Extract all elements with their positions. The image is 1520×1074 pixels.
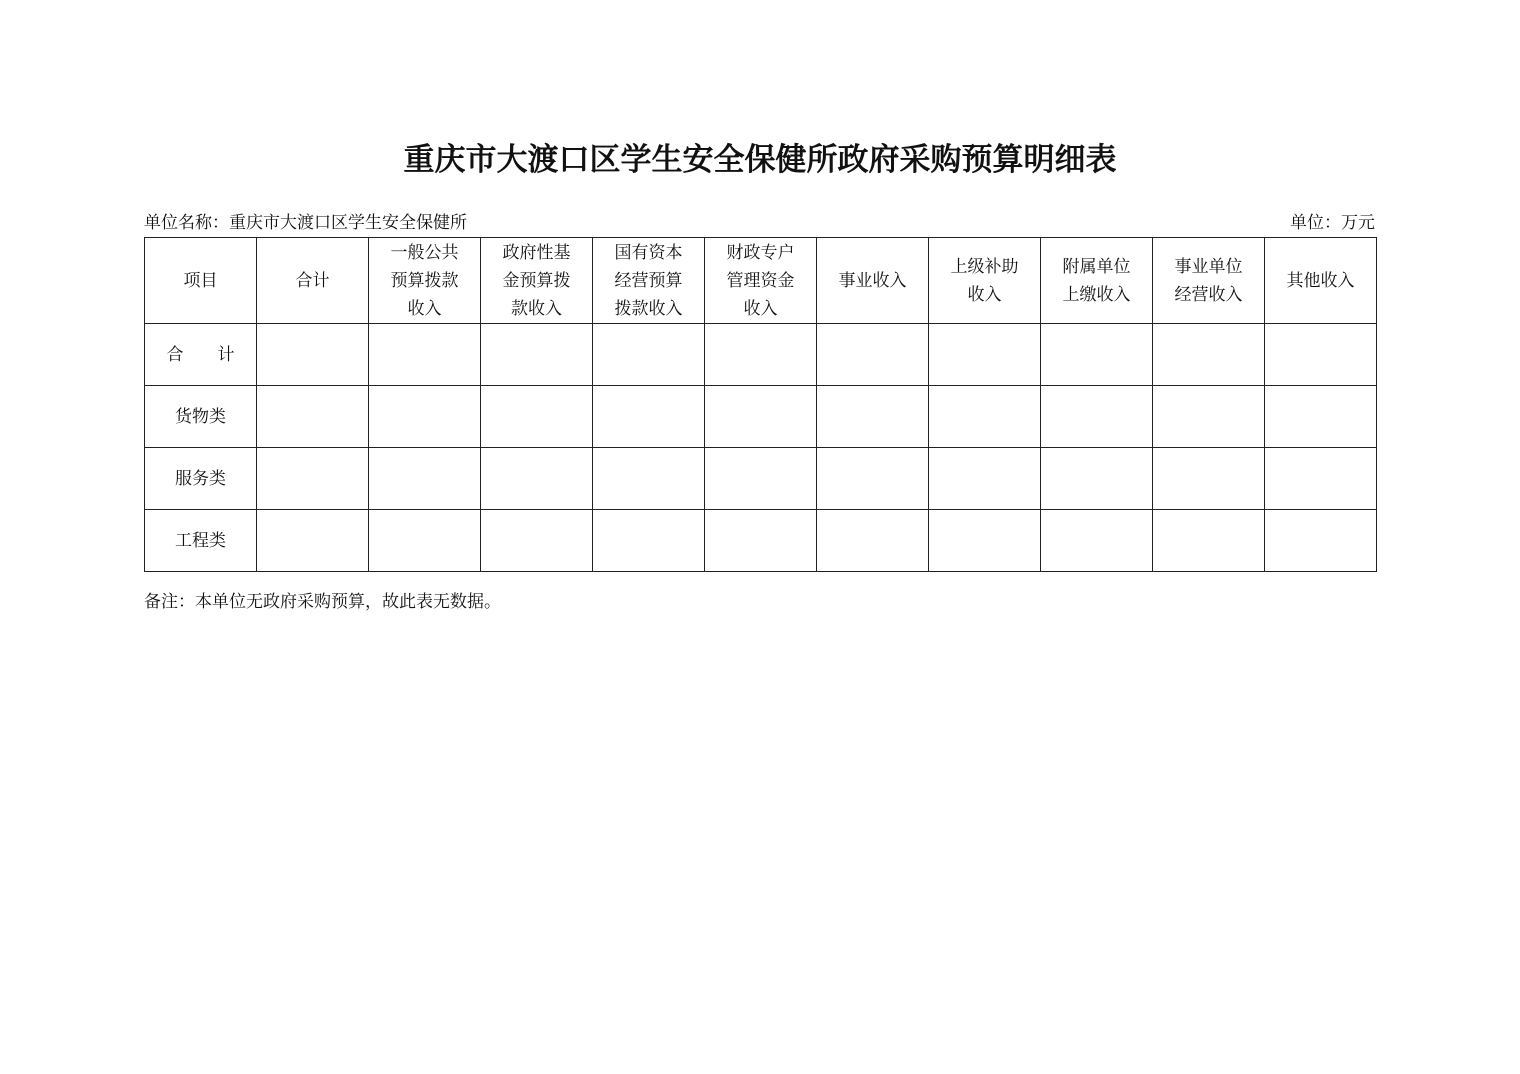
table-cell xyxy=(257,324,369,386)
header-business-income: 事业收入 xyxy=(817,238,929,324)
table-cell xyxy=(1041,510,1153,572)
table-cell xyxy=(1265,448,1377,510)
table-cell xyxy=(929,324,1041,386)
header-superior-subsidy: 上级补助收入 xyxy=(929,238,1041,324)
table-cell xyxy=(257,386,369,448)
page-title: 重庆市大渡口区学生安全保健所政府采购预算明细表 xyxy=(403,142,1117,178)
table-cell xyxy=(593,448,705,510)
header-total: 合计 xyxy=(257,238,369,324)
table-cell xyxy=(257,510,369,572)
table-row xyxy=(145,386,1377,448)
table-row xyxy=(145,510,1377,572)
procurement-budget-table xyxy=(144,237,1377,572)
table-cell xyxy=(1265,510,1377,572)
table-cell xyxy=(817,386,929,448)
header-other-income: 其他收入 xyxy=(1265,238,1377,324)
row-label: 工程类 xyxy=(145,510,257,572)
table-row xyxy=(145,324,1377,386)
row-label: 合 计 xyxy=(145,324,257,386)
table-cell xyxy=(481,324,593,386)
header-state-capital: 国有资本经营预算拨款收入 xyxy=(593,238,705,324)
table-cell xyxy=(817,324,929,386)
table-cell xyxy=(705,386,817,448)
table-cell xyxy=(1041,386,1153,448)
table-row xyxy=(145,448,1377,510)
table-cell xyxy=(369,448,481,510)
table-cell xyxy=(705,448,817,510)
table-cell xyxy=(817,510,929,572)
table-cell xyxy=(369,510,481,572)
table-cell xyxy=(1153,448,1265,510)
header-operating-income: 事业单位经营收入 xyxy=(1153,238,1265,324)
header-special-account: 财政专户管理资金收入 xyxy=(705,238,817,324)
table-cell xyxy=(705,510,817,572)
footnote: 备注：本单位无政府采购预算，故此表无数据。 xyxy=(144,592,501,612)
table-cell xyxy=(593,386,705,448)
table-cell xyxy=(593,510,705,572)
table-cell xyxy=(1265,386,1377,448)
table-cell xyxy=(369,324,481,386)
table-cell xyxy=(481,386,593,448)
unit-label: 单位：万元 xyxy=(1290,213,1375,233)
table-cell xyxy=(593,324,705,386)
table-cell xyxy=(817,448,929,510)
header-general-budget: 一般公共预算拨款收入 xyxy=(369,238,481,324)
meta-row xyxy=(144,210,1377,236)
table-cell xyxy=(1153,324,1265,386)
table-cell xyxy=(705,324,817,386)
table-cell xyxy=(1153,510,1265,572)
table-cell xyxy=(1041,324,1153,386)
row-label: 货物类 xyxy=(145,386,257,448)
table-cell xyxy=(481,510,593,572)
header-affiliated-remit: 附属单位上缴收入 xyxy=(1041,238,1153,324)
row-label: 服务类 xyxy=(145,448,257,510)
table-cell xyxy=(369,386,481,448)
table-cell xyxy=(929,510,1041,572)
header-item: 项目 xyxy=(145,238,257,324)
table-cell xyxy=(929,386,1041,448)
table-cell xyxy=(1041,448,1153,510)
table-cell xyxy=(929,448,1041,510)
table-cell xyxy=(1265,324,1377,386)
header-gov-fund: 政府性基金预算拨款收入 xyxy=(481,238,593,324)
table-cell xyxy=(481,448,593,510)
table-cell xyxy=(1153,386,1265,448)
table-cell xyxy=(257,448,369,510)
unit-name-label: 单位名称：重庆市大渡口区学生安全保健所 xyxy=(144,213,467,233)
table-header-row xyxy=(145,238,1377,324)
